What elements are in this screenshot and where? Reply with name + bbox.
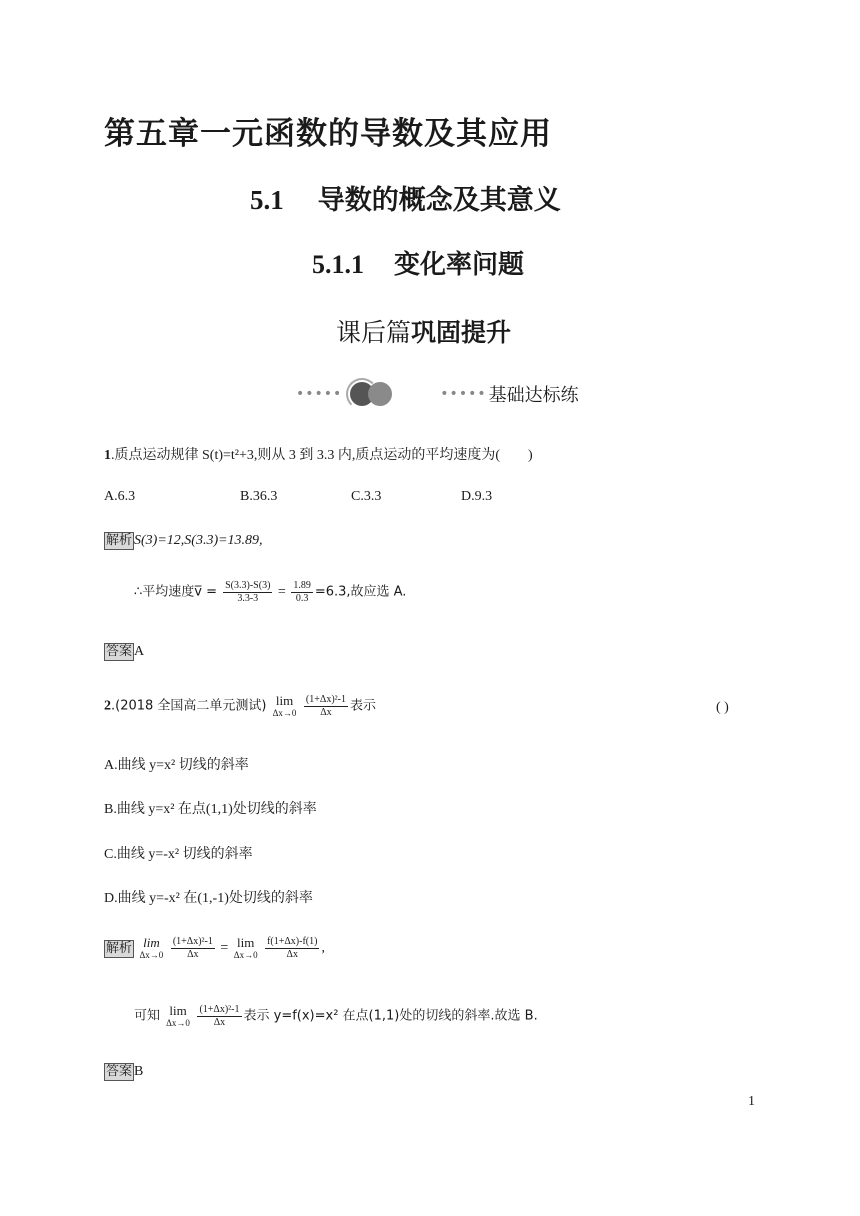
q2-analysis-frac1-denominator: Δx — [187, 949, 199, 960]
section-number: 5.1 — [250, 185, 284, 215]
answer-tag: 答案 — [106, 1064, 133, 1079]
q1-number: 1 — [104, 448, 111, 463]
q2-analysis2-frac-denominator: Δx — [213, 1017, 226, 1028]
subsection-title — [312, 244, 524, 281]
q2-analysis-frac2-numerator: f(1+Δx)-f(1) — [267, 936, 318, 947]
q2-analysis-limit-1 — [139, 934, 164, 961]
page-number: 1 — [748, 1094, 755, 1109]
section-name: 导数的概念及其意义 — [317, 185, 561, 216]
q2-analysis-lim1-sub: Δx→0 — [139, 949, 164, 960]
chapter-title: 第五章一元函数的导数及其应用 — [104, 116, 552, 152]
q2-analysis-frac2-denominator: Δx — [286, 949, 298, 960]
q2-option-d: D.曲线 y=-x² 在(1,-1)处切线的斜率 — [104, 891, 313, 906]
q2-analysis-fraction-1 — [171, 936, 215, 961]
q2-analysis-conclusion — [134, 1004, 538, 1029]
q2-answer-value: B — [134, 1064, 144, 1079]
q2-analysis2-lim-sub: Δx→0 — [166, 1017, 190, 1028]
q1-answer-value: A — [134, 644, 145, 659]
q2-analysis-lim2-sub: Δx→0 — [233, 949, 258, 960]
q2-stem — [104, 694, 376, 719]
q2-answer — [104, 1063, 143, 1081]
q1-answer — [104, 643, 144, 661]
q2-limit — [272, 692, 297, 719]
q2-answer-paren: ( ) — [716, 700, 729, 715]
q2-frac-denominator: Δx — [320, 707, 332, 718]
q2-fraction — [304, 694, 348, 719]
q2-lim-word: lim — [275, 692, 294, 708]
section-header — [296, 380, 579, 408]
q1-option-a: A.6.3 — [104, 489, 136, 504]
dots-right: ••••• — [440, 386, 487, 402]
analysis-tag: 解析 — [106, 940, 133, 956]
q1-equals: = — [274, 584, 290, 600]
q2-analysis-comma: , — [321, 940, 325, 956]
q2-source: .(2018 全国高二单元测试) — [111, 698, 271, 714]
q2-analysis-equals: = — [216, 940, 232, 956]
q2-analysis — [104, 936, 325, 961]
q2-analysis2-limit — [166, 1002, 190, 1029]
q2-analysis2-lim-word: lim — [169, 1002, 187, 1018]
dots-left: ••••• — [296, 386, 343, 402]
q2-analysis2-suffix: 表示 y=f(x)=x² 在点(1,1)处的切线的斜率.故选 B. — [243, 1008, 538, 1024]
q1-frac2-numerator: 1.89 — [293, 580, 311, 591]
q1-analysis-formula — [134, 580, 406, 605]
q2-analysis-fraction-2 — [265, 936, 319, 961]
q2-frac-numerator: (1+Δx)²-1 — [305, 694, 346, 705]
circles-decoration-icon — [348, 380, 394, 408]
q1-option-d: D.9.3 — [461, 489, 493, 504]
analysis-tag: 解析 — [106, 533, 133, 548]
q1-analysis-suffix: =6.3,故应选 A. — [314, 584, 407, 600]
after-class-title — [336, 313, 511, 349]
q2-analysis-lim1-word: lim — [143, 934, 160, 950]
section-title — [250, 178, 561, 217]
q2-analysis2-prefix: 可知 — [134, 1008, 165, 1024]
q2-analysis-limit-2 — [233, 934, 258, 961]
q2-stem-suffix: 表示 — [349, 698, 376, 714]
q1-close-paren: ) — [528, 448, 533, 463]
q1-fraction-2 — [291, 580, 313, 605]
q2-option-b: B.曲线 y=x² 在点(1,1)处切线的斜率 — [104, 802, 317, 817]
after-class-bold: 巩固提升 — [411, 318, 512, 347]
q2-option-c: C.曲线 y=-x² 切线的斜率 — [104, 847, 253, 862]
q2-lim-sub: Δx→0 — [272, 707, 297, 718]
answer-tag: 答案 — [106, 644, 133, 659]
q2-analysis-lim2-word: lim — [237, 934, 255, 950]
subsection-number: 5.1.1 — [312, 250, 364, 279]
q2-analysis2-frac-numerator: (1+Δx)²-1 — [199, 1004, 240, 1015]
q2-number: 2 — [104, 698, 111, 714]
q1-analysis — [104, 532, 263, 550]
q1-frac2-denominator: 0.3 — [295, 593, 309, 604]
q2-option-a: A.曲线 y=x² 切线的斜率 — [104, 758, 249, 773]
q1-option-c: C.3.3 — [351, 489, 382, 504]
q1-stem — [104, 444, 533, 464]
section-header-label: 基础达标练 — [488, 385, 579, 406]
q1-fraction-1 — [223, 580, 272, 605]
q1-analysis-prefix: ∴平均速度v̅ = — [134, 584, 222, 600]
q1-option-b: B.36.3 — [240, 489, 278, 504]
q2-analysis-frac1-numerator: (1+Δx)²-1 — [172, 936, 213, 947]
q1-text: .质点运动规律 S(t)=t²+3,则从 3 到 3.3 内,质点运动的平均速度为( — [111, 448, 501, 463]
after-class-prefix: 课后篇 — [336, 318, 412, 347]
q1-frac1-denominator: 3.3-3 — [237, 593, 259, 604]
subsection-name: 变化率问题 — [394, 250, 525, 280]
q1-frac1-numerator: S(3.3)-S(3) — [225, 580, 271, 591]
q2-analysis2-fraction — [197, 1004, 241, 1029]
q1-analysis-line1: S(3)=12,S(3.3)=13.89, — [134, 533, 263, 548]
